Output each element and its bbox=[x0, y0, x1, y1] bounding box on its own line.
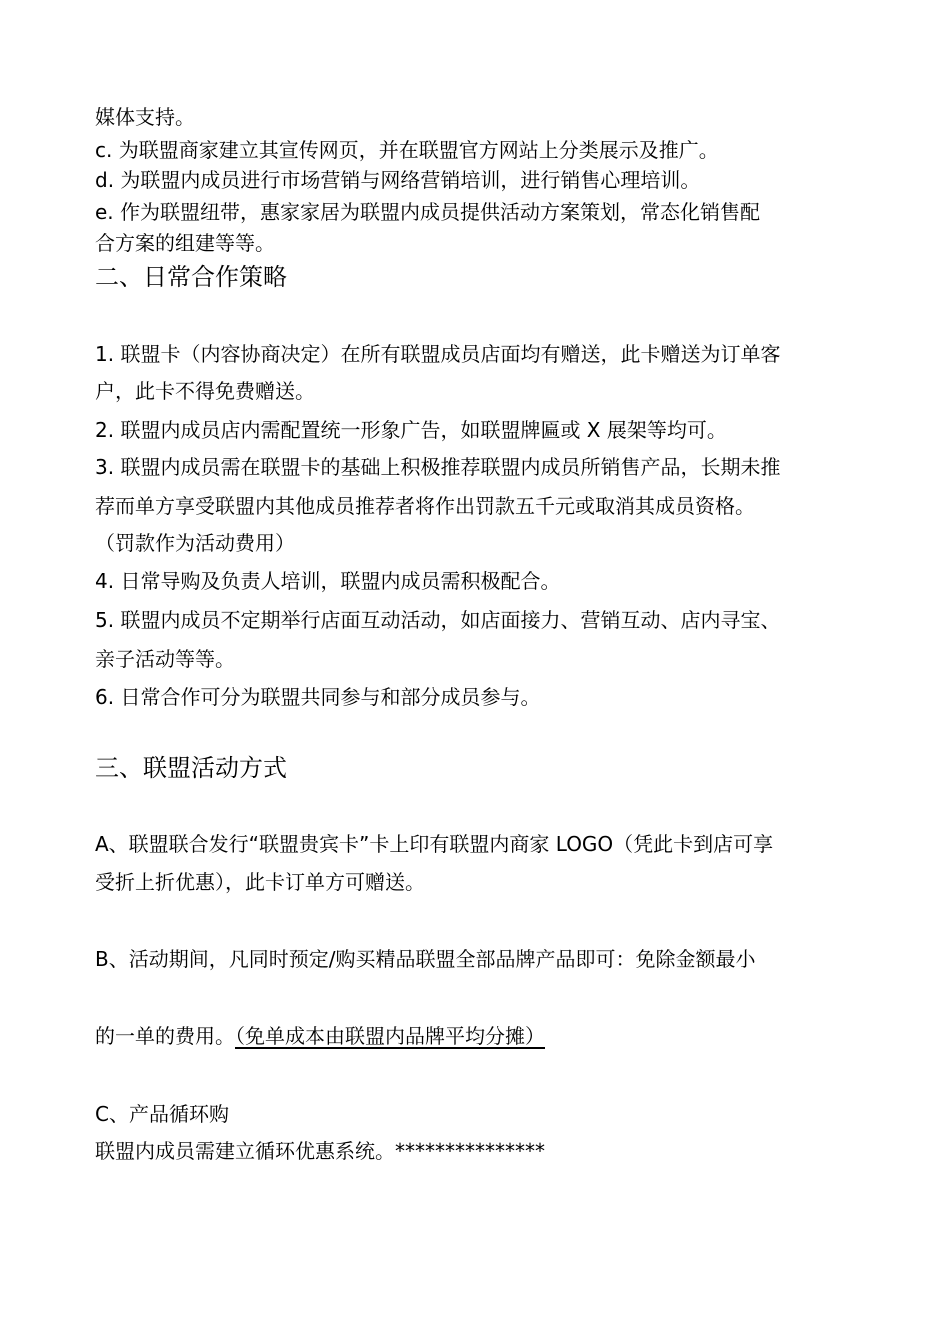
paragraph-line: 荐而单方享受联盟内其他成员推荐者将作出罚款五千元或取消其成员资格。 bbox=[95, 494, 755, 518]
paragraph-line: 3. 联盟内成员需在联盟卡的基础上积极推荐联盟内成员所销售产品，长期未推 bbox=[95, 455, 781, 479]
intro-line: 媒体支持。 bbox=[95, 105, 195, 129]
paragraph-line: 受折上折优惠），此卡订单方可赠送。 bbox=[95, 870, 425, 894]
paragraph-line: B、活动期间，凡同时预定/购买精品联盟全部品牌产品即可：免除金额最小 bbox=[95, 947, 756, 971]
paragraph-line: 户，此卡不得免费赠送。 bbox=[95, 379, 315, 403]
paragraph-line bbox=[95, 1022, 545, 1050]
paragraph-line: 1. 联盟卡（内容协商决定）在所有联盟成员店面均有赠送，此卡赠送为订单客 bbox=[95, 342, 781, 366]
section-heading: 三、联盟活动方式 bbox=[95, 754, 287, 782]
plain-text: 的一单的费用。 bbox=[95, 1024, 235, 1048]
paragraph-line: 4. 日常导购及负责人培训，联盟内成员需积极配合。 bbox=[95, 569, 561, 593]
paragraph-line: 2. 联盟内成员店内需配置统一形象广告，如联盟牌匾或 X 展架等均可。 bbox=[95, 418, 727, 442]
intro-line: c. 为联盟商家建立其宣传网页，并在联盟官方网站上分类展示及推广。 bbox=[95, 138, 719, 162]
subsection-title: C、产品循环购 bbox=[95, 1102, 229, 1126]
section-heading: 二、日常合作策略 bbox=[95, 263, 287, 291]
paragraph-line: 联盟内成员需建立循环优惠系统。*************** bbox=[95, 1139, 545, 1163]
paragraph-line: （罚款作为活动费用） bbox=[95, 531, 295, 555]
intro-line: 合方案的组建等等。 bbox=[95, 231, 275, 255]
paragraph-line: 6. 日常合作可分为联盟共同参与和部分成员参与。 bbox=[95, 685, 541, 709]
intro-line: e. 作为联盟纽带，惠家家居为联盟内成员提供活动方案策划，常态化销售配 bbox=[95, 200, 761, 224]
paragraph-line: 亲子活动等等。 bbox=[95, 647, 235, 671]
paragraph-line: 5. 联盟内成员不定期举行店面互动活动，如店面接力、营销互动、店内寻宝、 bbox=[95, 608, 781, 632]
paragraph-line: A、联盟联合发行“联盟贵宾卡”卡上印有联盟内商家 LOGO（凭此卡到店可享 bbox=[95, 832, 774, 856]
intro-line: d. 为联盟内成员进行市场营销与网络营销培训，进行销售心理培训。 bbox=[95, 168, 701, 192]
underlined-note: （免单成本由联盟内品牌平均分摊） bbox=[235, 1024, 545, 1048]
